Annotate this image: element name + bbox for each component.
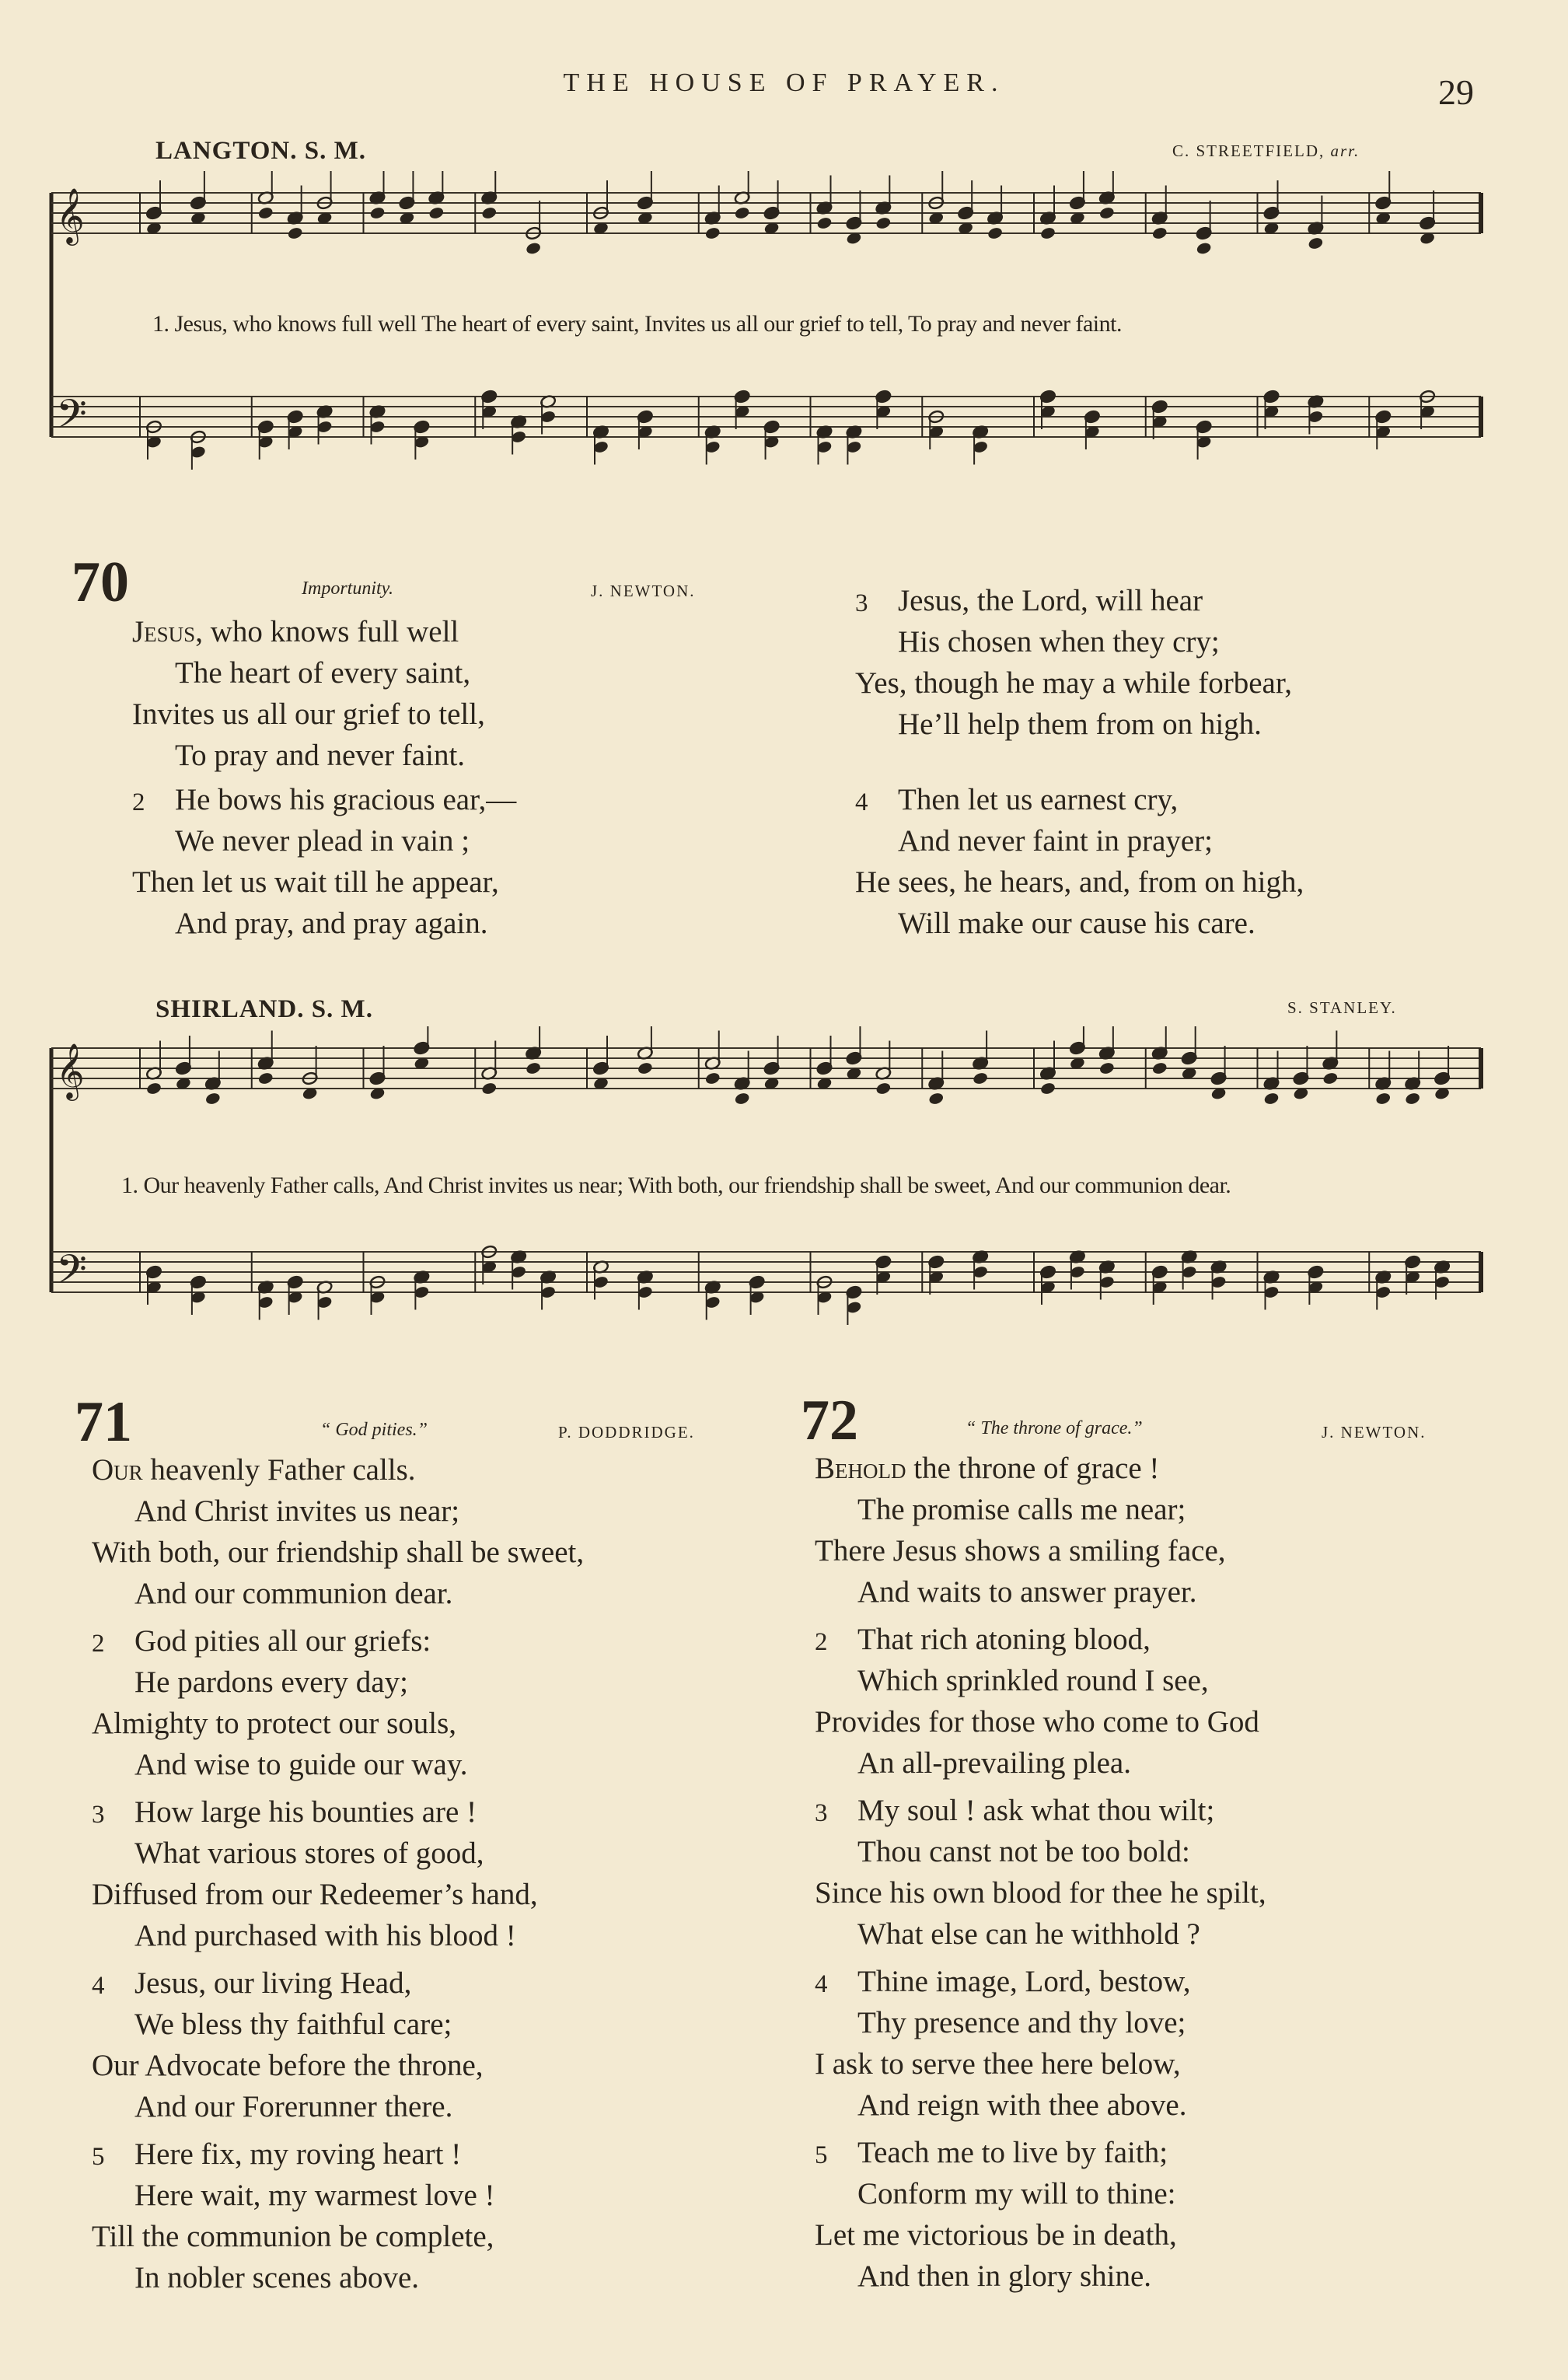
tune-composer-langton: C. STREETFIELD, arr. <box>1172 142 1360 160</box>
hymn-71-stanza-5: 5 Here fix, my roving heart ! Here wait, my warmest love ! Till the communion be complete, In nobler scenes above. <box>92 2137 495 2294</box>
treble-note-head <box>1375 1092 1392 1106</box>
treble-clef-icon: 𝄞 <box>56 187 85 243</box>
treble-note-head <box>369 206 386 220</box>
treble-note-head <box>1039 226 1056 240</box>
tune-composer-shirland: S. STANLEY. <box>1287 998 1397 1017</box>
treble-note-head <box>1151 1061 1168 1075</box>
hymn-72-stanza-5: 5 Teach me to live by faith; Conform my will to thine: Let me victorious be in death, And then in glory shine. <box>815 2136 1177 2293</box>
music-score-shirland <box>47 1026 1493 1392</box>
hymn-subtitle-70: Importunity. <box>302 578 393 599</box>
stanza-number: 4 <box>92 1972 105 2000</box>
treble-note-head <box>704 1071 721 1085</box>
treble-note-head <box>1039 1082 1056 1096</box>
treble-note-head <box>734 206 750 220</box>
hymn-70-stanza-3: 3 Jesus, the Lord, will hear His chosen when they cry; Yes, though he may a while forbear, He’ll help them from on high. <box>855 584 1293 741</box>
music-score-langton <box>47 171 1493 536</box>
treble-note-head <box>1098 206 1115 220</box>
hymn-72-stanza-4: 4 Thine image, Lord, bestow, Thy presence and thy love; I ask to serve thee here below, And reign with thee above. <box>815 1965 1191 2122</box>
hymn-71-stanza-2: 2 God pities all our griefs: He pardons every day; Almighty to protect our souls, And wise to guide our way. <box>92 1624 468 1781</box>
treble-note-head <box>525 1061 541 1075</box>
bass-clef-icon: 𝄢 <box>56 1246 87 1302</box>
first-word: Jesus, <box>132 615 203 648</box>
treble-note-head <box>816 216 833 230</box>
hymn-71-stanza-3: 3 How large his bounties are ! What various stores of good, Diffused from our Redeemer’s hand, And purchased with his blood ! <box>92 1795 538 1952</box>
hymn-author-70: J. NEWTON. <box>591 582 696 600</box>
treble-note-head <box>1322 1071 1339 1085</box>
hymn-author-71: P. DODDRIDGE. <box>558 1423 695 1442</box>
hymn-subtitle-72: “ The throne of grace.” <box>966 1418 1143 1438</box>
stanza-number: 4 <box>815 1970 828 1998</box>
stanza-number: 3 <box>92 1801 105 1829</box>
treble-note-head <box>972 1071 988 1085</box>
first-word: Behold <box>815 1452 906 1485</box>
treble-note-head <box>875 216 892 230</box>
tune-name-langton: LANGTON. S. M. <box>155 137 367 165</box>
treble-note-head <box>287 226 303 240</box>
hymn-71-stanza-1: Our heavenly Father calls. And Christ invites us near; With both, our friendship shall be sweet, And our communion dear. <box>92 1453 585 1610</box>
stanza-number: 2 <box>132 788 145 816</box>
stanza-number: 5 <box>92 2143 105 2171</box>
stanza-number: 2 <box>815 1628 828 1656</box>
treble-note-head <box>257 1071 274 1085</box>
hymn-72-stanza-3: 3 My soul ! ask what thou wilt; Thou canst not be too bold: Since his own blood for thee he spilt, What else can he withhold ? <box>815 1794 1266 1951</box>
treble-note-head <box>145 1082 162 1096</box>
treble-note-head <box>1098 1061 1115 1075</box>
hymn-author-72: J. NEWTON. <box>1322 1423 1427 1442</box>
stanza-number: 3 <box>815 1799 828 1827</box>
tune-lyric-line-shirland: 1. Our heavenly Father calls, And Christ invites us near; With both, our friendship shall be sweet, And our communion dear. <box>121 1173 1231 1198</box>
treble-note-head <box>734 1092 750 1106</box>
treble-note-head <box>428 206 445 220</box>
hymn-70-stanza-2: 2 He bows his gracious ear,— We never plead in vain ; Then let us wait till he appear, And pray, and pray again. <box>132 783 517 940</box>
treble-clef-icon: 𝄞 <box>56 1042 85 1099</box>
tune-lyric-line-langton: 1. Jesus, who knows full well The heart of every saint, Invites us all our grief to tell, To pray and never faint. <box>152 311 1122 337</box>
treble-note-head <box>637 1061 653 1075</box>
hymn-70-stanza-1: Jesus, who knows full well The heart of every saint, Invites us all our grief to tell, To pray and never faint. <box>132 615 485 772</box>
first-word: Our <box>92 1453 143 1487</box>
tune-name-shirland: SHIRLAND. S. M. <box>155 995 373 1023</box>
treble-note-head <box>875 1082 892 1096</box>
treble-note-head <box>1308 236 1324 250</box>
treble-note-head <box>481 1082 498 1096</box>
treble-note-head <box>257 206 274 220</box>
stanza-number: 4 <box>855 788 868 816</box>
hymn-72-stanza-2: 2 That rich atoning blood, Which sprinkled round I see, Provides for those who come to God An all-prevailing plea. <box>815 1623 1259 1780</box>
hymn-subtitle-71: “ God pities.” <box>320 1420 428 1440</box>
bass-clef-icon: 𝄢 <box>56 390 87 447</box>
treble-note-head <box>987 226 1003 240</box>
hymn-number-70: 70 <box>72 550 129 614</box>
treble-note-head <box>525 241 541 255</box>
stanza-number: 2 <box>92 1630 105 1658</box>
treble-note-head <box>1151 226 1168 240</box>
treble-note-head <box>1404 1092 1420 1106</box>
treble-note-head <box>928 1092 945 1106</box>
treble-note-head <box>204 1092 221 1106</box>
treble-note-head <box>481 206 498 220</box>
treble-note-head <box>1263 1092 1280 1106</box>
treble-note-head <box>1196 241 1212 255</box>
treble-note-head <box>704 226 721 240</box>
running-title: THE HOUSE OF PRAYER. <box>563 68 1005 97</box>
hymn-71-stanza-4: 4 Jesus, our living Head, We bless thy faithful care; Our Advocate before the throne, And our Forerunner there. <box>92 1966 484 2123</box>
page-number: 29 <box>1438 72 1474 112</box>
stanza-number: 5 <box>815 2141 828 2169</box>
stanza-number: 3 <box>855 589 868 617</box>
hymn-72-stanza-1: Behold the throne of grace ! The promise calls me near; There Jesus shows a smiling face, And waits to answer prayer. <box>815 1452 1226 1609</box>
hymn-number-71: 71 <box>75 1390 132 1454</box>
hymn-number-72: 72 <box>801 1389 858 1452</box>
hymn-70-stanza-4: 4 Then let us earnest cry, And never faint in prayer; He sees, he hears, and, from on high, Will make our cause his care. <box>855 783 1304 940</box>
